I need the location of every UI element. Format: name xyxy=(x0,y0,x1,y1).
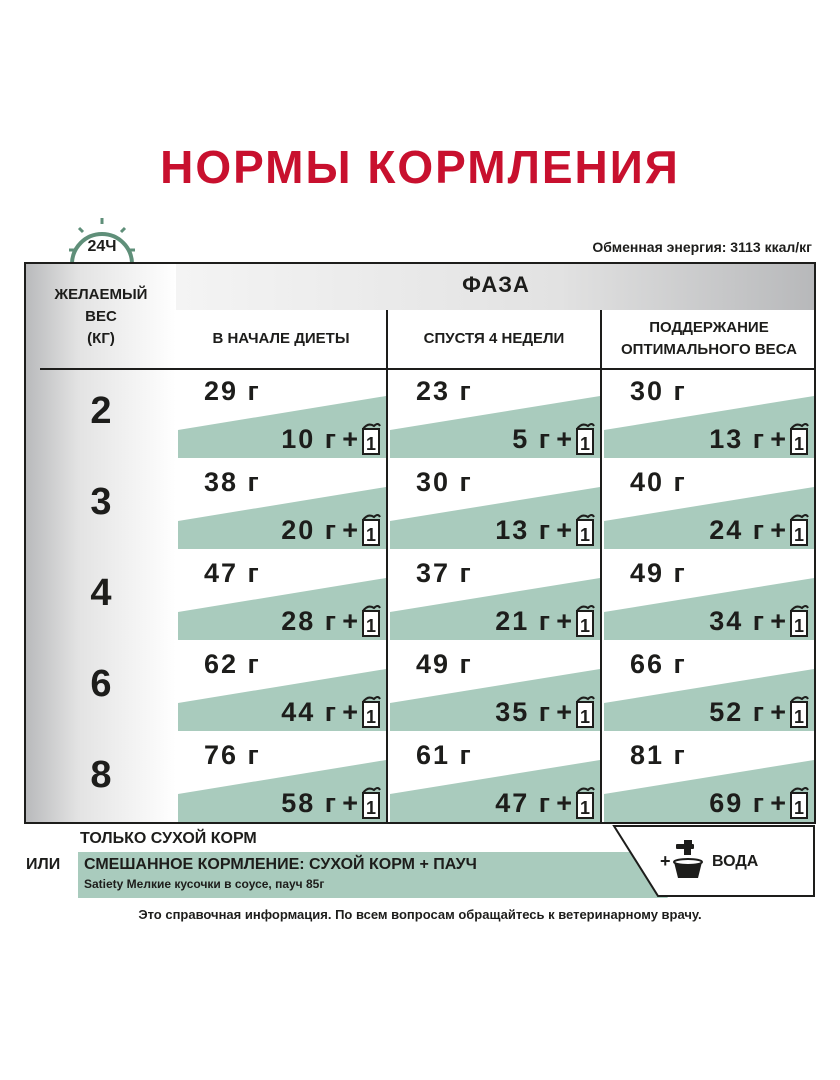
pouch-icon xyxy=(360,420,382,456)
mixed-dry-amount: 24 г xyxy=(709,515,766,545)
mixed-dry-amount: 47 г xyxy=(495,788,552,818)
legend-dry-only: ТОЛЬКО СУХОЙ КОРМ xyxy=(80,830,257,847)
phase-maintenance xyxy=(602,310,816,368)
water-label: ВОДА xyxy=(712,853,759,870)
mixed-dry-amount: 5 г xyxy=(512,424,552,454)
ration-cell xyxy=(604,370,814,460)
pouch-icon xyxy=(360,784,382,820)
plus-sign: + xyxy=(770,515,786,545)
ration-cell xyxy=(390,461,600,551)
mixed-dry-amount: 34 г xyxy=(709,606,766,636)
plus-sign: + xyxy=(342,424,358,454)
feeding-table xyxy=(24,262,816,824)
ration-cell xyxy=(178,643,386,733)
energy-info: Обменная энергия: 3113 ккал/кг xyxy=(592,239,812,255)
legend-mixed-feeding: СМЕШАННОЕ КОРМЛЕНИЕ: СУХОЙ КОРМ + ПАУЧ xyxy=(84,856,477,873)
pouch-icon xyxy=(360,693,382,729)
mixed-dry-amount: 28 г xyxy=(281,606,338,636)
dry-food-amount: 66 г xyxy=(630,649,687,679)
phase-label-line: ПОДДЕРЖАНИЕ xyxy=(649,319,769,336)
ration-cell xyxy=(604,734,814,824)
water-plus: + xyxy=(660,851,671,871)
dry-food-amount: 62 г xyxy=(204,649,261,679)
pouch-icon xyxy=(360,602,382,638)
water-panel xyxy=(600,824,816,898)
pouch-count: 1 xyxy=(793,616,805,636)
mixed-dry-amount: 21 г xyxy=(495,606,552,636)
clock-24h-icon xyxy=(66,214,138,266)
ration-cell xyxy=(178,734,386,824)
pouch-icon xyxy=(360,511,382,547)
plus-sign: + xyxy=(556,424,572,454)
weight-header-line: (КГ) xyxy=(87,330,115,347)
weight-value: 2 xyxy=(90,390,112,432)
ration-cell xyxy=(178,552,386,642)
pouch-count: 1 xyxy=(579,525,591,545)
mixed-dry-amount: 58 г xyxy=(281,788,338,818)
dry-food-amount: 30 г xyxy=(630,376,687,406)
dry-food-amount: 81 г xyxy=(630,740,687,770)
weight-value: 8 xyxy=(90,754,112,796)
ration-cell xyxy=(604,643,814,733)
ration-cell xyxy=(604,461,814,551)
mixed-dry-amount: 52 г xyxy=(709,697,766,727)
mixed-dry-amount: 13 г xyxy=(495,515,552,545)
phase-label-line: ОПТИМАЛЬНОГО ВЕСА xyxy=(621,341,797,358)
plus-sign: + xyxy=(342,697,358,727)
page-title: НОРМЫ КОРМЛЕНИЯ xyxy=(160,141,680,193)
pouch-icon xyxy=(788,693,810,729)
plus-sign: + xyxy=(556,606,572,636)
pouch-icon xyxy=(574,693,596,729)
legend-or: ИЛИ xyxy=(26,856,61,873)
mixed-dry-amount: 35 г xyxy=(495,697,552,727)
pouch-icon xyxy=(788,511,810,547)
weight-header xyxy=(26,284,176,350)
dry-food-amount: 23 г xyxy=(416,376,473,406)
dry-food-amount: 49 г xyxy=(416,649,473,679)
ration-cell xyxy=(390,552,600,642)
plus-sign: + xyxy=(770,424,786,454)
pouch-icon xyxy=(574,420,596,456)
water-tap-bowl-icon xyxy=(670,838,706,882)
dry-food-amount: 30 г xyxy=(416,467,473,497)
pouch-count: 1 xyxy=(793,525,805,545)
column-divider xyxy=(600,310,602,822)
phase-label-line: СПУСТЯ 4 НЕДЕЛИ xyxy=(423,330,565,347)
pouch-icon xyxy=(788,784,810,820)
clock-label: 24Ч xyxy=(87,238,117,255)
pouch-icon xyxy=(574,602,596,638)
weight-value: 3 xyxy=(90,481,112,523)
ration-cell xyxy=(390,370,600,460)
phase-start-diet xyxy=(176,310,386,368)
column-divider xyxy=(386,310,388,822)
plus-sign: + xyxy=(556,697,572,727)
phase-header: ФАЗА xyxy=(462,272,530,297)
ration-cell xyxy=(604,552,814,642)
ration-cell xyxy=(178,461,386,551)
weight-value: 4 xyxy=(90,572,112,614)
dry-food-amount: 37 г xyxy=(416,558,473,588)
pouch-count: 1 xyxy=(793,707,805,727)
pouch-count: 1 xyxy=(365,798,377,818)
pouch-count: 1 xyxy=(579,707,591,727)
plus-sign: + xyxy=(342,788,358,818)
pouch-count: 1 xyxy=(579,798,591,818)
pouch-count: 1 xyxy=(365,707,377,727)
mixed-dry-amount: 10 г xyxy=(281,424,338,454)
phase-label-line: В НАЧАЛЕ ДИЕТЫ xyxy=(212,330,350,347)
pouch-icon xyxy=(574,784,596,820)
pouch-count: 1 xyxy=(579,434,591,454)
pouch-count: 1 xyxy=(793,434,805,454)
dry-food-amount: 61 г xyxy=(416,740,473,770)
pouch-count: 1 xyxy=(365,616,377,636)
mixed-dry-amount: 13 г xyxy=(709,424,766,454)
plus-sign: + xyxy=(342,606,358,636)
phase-after-4-weeks xyxy=(388,310,600,368)
legend-product-name: Satiety Мелкие кусочки в соусе, пауч 85г xyxy=(84,877,325,891)
weight-header-line: ЖЕЛАЕМЫЙ xyxy=(54,286,148,303)
pouch-icon xyxy=(574,511,596,547)
ration-cell xyxy=(178,370,386,460)
dry-food-amount: 47 г xyxy=(204,558,261,588)
weight-value: 6 xyxy=(90,663,112,705)
mixed-dry-amount: 44 г xyxy=(281,697,338,727)
pouch-count: 1 xyxy=(579,616,591,636)
plus-sign: + xyxy=(770,606,786,636)
pouch-icon xyxy=(788,420,810,456)
plus-sign: + xyxy=(770,788,786,818)
weight-header-line: ВЕС xyxy=(85,308,117,325)
plus-sign: + xyxy=(556,788,572,818)
plus-sign: + xyxy=(342,515,358,545)
plus-sign: + xyxy=(556,515,572,545)
disclaimer-note: Это справочная информация. По всем вопросам обращайтесь к ветеринарному врачу. xyxy=(138,907,702,922)
mixed-dry-amount: 69 г xyxy=(709,788,766,818)
ration-cell xyxy=(390,643,600,733)
dry-food-amount: 38 г xyxy=(204,467,261,497)
dry-food-amount: 29 г xyxy=(204,376,261,406)
pouch-count: 1 xyxy=(365,525,377,545)
pouch-count: 1 xyxy=(365,434,377,454)
dry-food-amount: 49 г xyxy=(630,558,687,588)
pouch-icon xyxy=(788,602,810,638)
dry-food-amount: 76 г xyxy=(204,740,261,770)
mixed-dry-amount: 20 г xyxy=(281,515,338,545)
plus-sign: + xyxy=(770,697,786,727)
pouch-count: 1 xyxy=(793,798,805,818)
dry-food-amount: 40 г xyxy=(630,467,687,497)
ration-cell xyxy=(390,734,600,824)
